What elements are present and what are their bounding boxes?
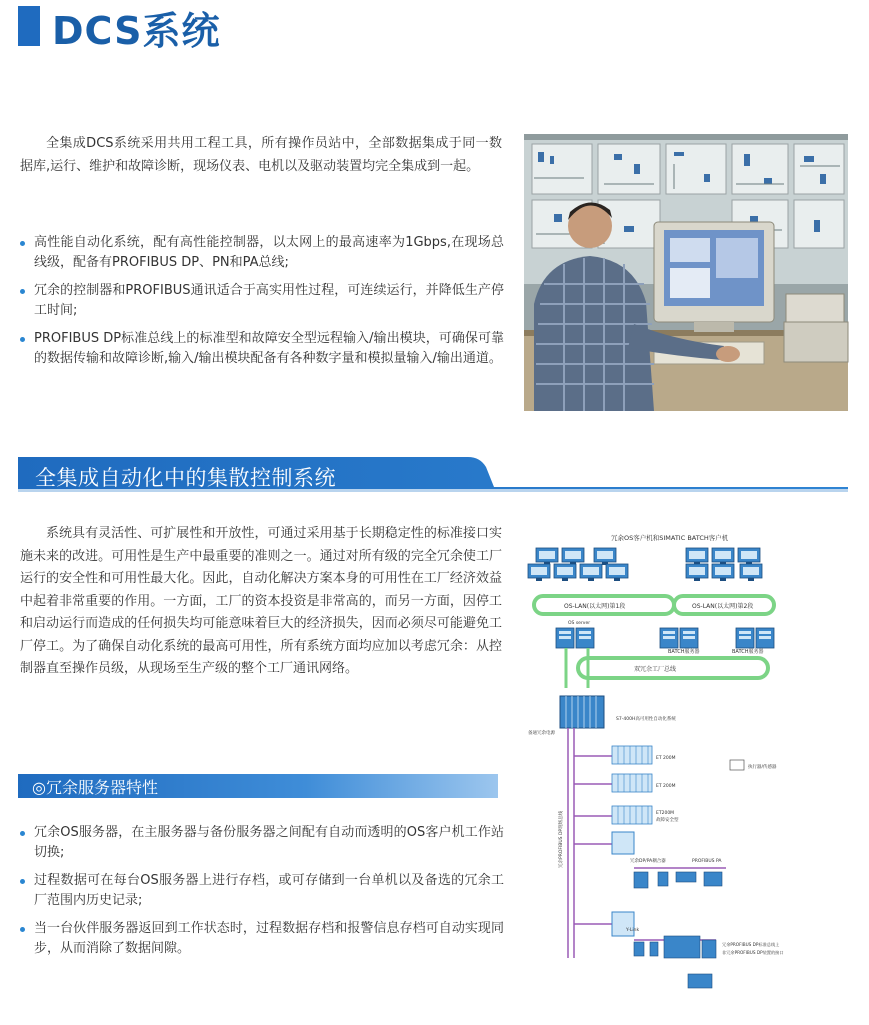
list-item-text: 冗余OS服务器，在主服务器与备份服务器之间配有自动而透明的OS客户机工作站切换; [34, 825, 504, 860]
page-title: DCS系统 [52, 9, 221, 53]
et200m-3-label: ET200M [656, 811, 675, 816]
profibus-pa-label: PROFIBUS PA [692, 859, 722, 864]
ylink-note-1: 冗余PROFIBUS DP标准总线上 [722, 942, 780, 947]
diagram-top-label: 冗余OS客户机和SIMATIC BATCH客户机 [611, 534, 729, 542]
list-item [20, 919, 504, 959]
intro-section [20, 133, 502, 178]
bullet-icon [20, 879, 25, 884]
bullet-icon [20, 927, 25, 932]
list-item [20, 823, 504, 863]
power-label: 备通冗余电源 [528, 731, 555, 736]
dcs-architecture-diagram [526, 528, 784, 998]
lan2-label: OS-LAN(以太网)第2段 [692, 603, 754, 610]
list-item [20, 281, 504, 321]
list-item [20, 329, 504, 369]
server-icon [556, 628, 774, 648]
ylink-label: Y-Link [626, 928, 640, 933]
bullet-icon [20, 289, 25, 294]
title-accent-bar [18, 6, 40, 46]
et200m-1-label: ET 200M [656, 756, 676, 761]
control-room-photo [524, 134, 848, 411]
feature-list [20, 233, 504, 377]
server-feature-list [20, 823, 504, 967]
profibus-vertical-label: 冗余PROFIBUS DP现场总线 [559, 810, 564, 868]
bullet-icon [20, 337, 25, 342]
subsection-banner [18, 774, 498, 798]
legend-label: 执行器/传感器 [748, 765, 777, 770]
section-title: 全集成自动化中的集散控制系统 [35, 466, 336, 490]
plant-bus-label: 双冗余工厂总线 [634, 666, 677, 673]
list-item-text: PROFIBUS DP标准总线上的标准型和故障安全型远程输入/输出模块，可确保可靠的数据传输和故障诊断,输入/输出模块配备有各种数字量和模拟量输入/输出通道。 [34, 331, 504, 366]
section-paragraph: 系统具有灵活性、可扩展性和开放性，可通过采用基于长期稳定性的标准接口实施未来的改进。可用性是生产中最重要的准则之一。通过对所有级的完全冗余使工厂运行的安全性和可用性最大化。因此，自动化解决方案本身的可用性在工厂经济效益中起着非常重要的作用。一方面，工厂的资本投资是非常高的，而另一方面，因停工和启动运行而造成的任何损失均可能意味着巨大的经济损失，因而必须尽可能避免工厂停工。为了确保自动化系统的最高可用性，所有系统方面均应加以考虑冗余：从控制器直至操作员级，从现场至生产级的整个工厂通讯网络。 [20, 526, 502, 676]
section-banner [18, 457, 848, 493]
bullet-icon [20, 241, 25, 246]
intro-paragraph: 全集成DCS系统采用共用工程工具，所有操作员站中，全部数据集成于同一数据库,运行、维护和故障诊断，现场仪表、电机以及驱动装置均完全集成到一起。 [20, 136, 502, 174]
section-body [20, 523, 502, 681]
list-item-text: 过程数据可在每台OS服务器上进行存档，或可存储到一台单机以及备选的冗余工厂范围内历史记录; [34, 873, 504, 908]
client-pc-icon [528, 548, 762, 581]
lan1-label: OS-LAN(以太网)第1段 [564, 603, 626, 610]
list-item [20, 233, 504, 273]
os-server-label: OS server [568, 621, 591, 626]
et200m-3-subtitle: 故障安全型 [656, 818, 679, 823]
field-device-icon [634, 936, 716, 988]
list-item [20, 871, 504, 911]
field-device-icon [634, 872, 722, 888]
batch2-label: BATCH服务器 [732, 649, 764, 655]
controller-icon [560, 696, 604, 728]
list-item-text: 高性能自动化系统，配有高性能控制器，以太网上的最高速率为1Gbps,在现场总线级，配备有PROFIBUS DP、PN和PA总线; [34, 235, 504, 270]
bullet-icon [20, 831, 25, 836]
dppa-label: 冗余DP/PA耦合器 [630, 859, 666, 864]
list-item-text: 当一台伙伴服务器返回到工作状态时，过程数据存档和报警信息存档可自动实现同步，从而消除了数据间隙。 [34, 921, 504, 956]
batch1-label: BATCH服务器 [668, 649, 700, 655]
subsection-title: ◎冗余服务器特性 [32, 778, 158, 797]
controller-label: S7-400H高可用性自动化系统 [616, 717, 676, 722]
list-item-text: 冗余的控制器和PROFIBUS通讯适合于高实用性过程，可连续运行，并降低生产停工时间; [34, 283, 504, 318]
io-module-icon [612, 746, 652, 824]
et200m-2-label: ET 200M [656, 784, 676, 789]
ylink-note-2: 非冗余PROFIBUS DP装置的接口 [722, 950, 784, 955]
